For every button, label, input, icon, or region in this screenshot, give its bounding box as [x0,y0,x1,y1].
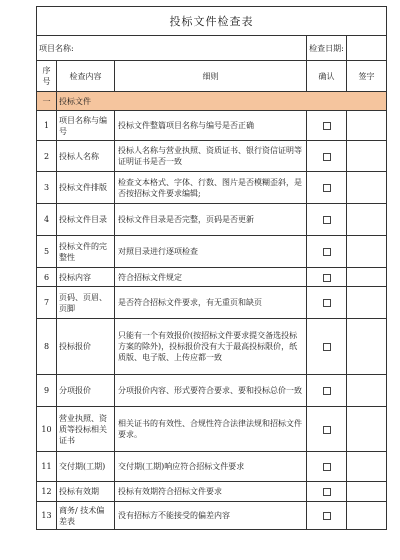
row-detail: 检查文本格式、字体、行数、图片是否模糊歪斜，是否按招标文件要求编辑; [115,172,307,204]
row-no: 7 [37,287,57,319]
table-row [37,319,387,375]
confirm-cell [307,375,347,407]
confirm-checkbox[interactable] [323,488,331,496]
confirm-cell [307,111,347,141]
confirm-checkbox[interactable] [323,299,331,307]
row-item: 投标有效期 [57,482,115,502]
check-date-label: 检查日期: [307,36,347,61]
header-detail: 细则 [115,61,307,92]
sign-cell[interactable] [347,172,387,204]
confirm-cell [307,502,347,530]
section-no: 一 [37,92,57,111]
table-row [37,204,387,236]
sign-cell[interactable] [347,375,387,407]
row-item: 投标文件排版 [57,172,115,204]
row-detail: 是否符合招标文件要求，有无重页和缺页 [115,287,307,319]
row-no: 4 [37,204,57,236]
confirm-cell [307,141,347,172]
table-row [37,141,387,172]
confirm-checkbox[interactable] [323,153,331,161]
row-item: 投标报价 [57,319,115,375]
row-detail: 对照目录进行逐项检查 [115,236,307,268]
checklist-sheet [36,6,386,530]
sign-cell[interactable] [347,407,387,452]
table-row [37,287,387,319]
row-detail: 交付期(工期)响应符合招标文件要求 [115,452,307,482]
confirm-cell [307,268,347,287]
row-no: 11 [37,452,57,482]
row-no: 2 [37,141,57,172]
row-no: 12 [37,482,57,502]
sign-cell[interactable] [347,482,387,502]
row-no: 6 [37,268,57,287]
row-item: 投标文件的完整性 [57,236,115,268]
sign-cell[interactable] [347,204,387,236]
confirm-cell [307,236,347,268]
row-detail: 没有招标方不能接受的偏差内容 [115,502,307,530]
check-date-field[interactable] [347,36,387,61]
row-item: 营业执照、资质等投标相关证书 [57,407,115,452]
row-no: 8 [37,319,57,375]
checklist-table [36,6,387,530]
row-item: 投标文件目录 [57,204,115,236]
confirm-checkbox[interactable] [323,216,331,224]
sign-cell[interactable] [347,319,387,375]
table-row [37,268,387,287]
confirm-cell [307,172,347,204]
sign-cell[interactable] [347,268,387,287]
table-row [37,407,387,452]
row-detail: 分项报价内容、形式要符合要求、要和投标总价一致 [115,375,307,407]
header-item: 检查内容 [57,61,115,92]
confirm-checkbox[interactable] [323,122,331,130]
row-detail: 符合招标文件规定 [115,268,307,287]
table-row [37,502,387,530]
confirm-checkbox[interactable] [323,387,331,395]
table-row [37,482,387,502]
sign-cell[interactable] [347,287,387,319]
confirm-checkbox[interactable] [323,343,331,351]
confirm-checkbox[interactable] [323,274,331,282]
sign-cell[interactable] [347,141,387,172]
confirm-checkbox[interactable] [323,426,331,434]
confirm-cell [307,204,347,236]
row-no: 9 [37,375,57,407]
row-item: 分项报价 [57,375,115,407]
sign-cell[interactable] [347,452,387,482]
confirm-checkbox[interactable] [323,184,331,192]
row-detail: 相关证书的有效性、合规性符合法律法规和招标文件要求。 [115,407,307,452]
confirm-checkbox[interactable] [323,512,331,520]
row-detail: 投标文件目录是否完整，页码是否更新 [115,204,307,236]
section-name: 投标文件 [57,92,387,111]
page-title: 投标文件检查表 [37,7,387,36]
row-no: 3 [37,172,57,204]
row-item: 项目名称与编号 [57,111,115,141]
header-sign: 签字 [347,61,387,92]
sign-cell[interactable] [347,236,387,268]
confirm-cell [307,407,347,452]
confirm-cell [307,452,347,482]
table-row [37,236,387,268]
row-detail: 投标文件整篇项目名称与编号是否正确 [115,111,307,141]
row-item: 交付期(工期) [57,452,115,482]
table-row [37,172,387,204]
row-item: 商务/ 技术偏差表 [57,502,115,530]
row-detail: 投标有效期符合招标文件要求 [115,482,307,502]
row-no: 10 [37,407,57,452]
row-item: 投标内容 [57,268,115,287]
table-row [37,111,387,141]
row-item: 页码、页眉、页脚 [57,287,115,319]
row-no: 5 [37,236,57,268]
row-detail: 只能有一个有效报价(按招标文件要求提交备选投标方案的除外)，投标报价没有大于最高投标限价，纸质版、电子版、上传应都一致 [115,319,307,375]
project-name-field[interactable] [37,36,307,61]
confirm-checkbox[interactable] [323,463,331,471]
row-no: 1 [37,111,57,141]
confirm-cell [307,482,347,502]
project-name-label: 项目名称: [39,43,74,53]
confirm-checkbox[interactable] [323,248,331,256]
sign-cell[interactable] [347,502,387,530]
row-detail: 投标人名称与营业执照、资质证书、银行资信证明等证明证书是否一致 [115,141,307,172]
table-row [37,452,387,482]
confirm-cell [307,287,347,319]
header-no: 序号 [37,61,57,92]
section-row [37,92,387,111]
row-no: 13 [37,502,57,530]
sign-cell[interactable] [347,111,387,141]
row-item: 投标人名称 [57,141,115,172]
table-row [37,375,387,407]
confirm-cell [307,319,347,375]
header-confirm: 确认 [307,61,347,92]
